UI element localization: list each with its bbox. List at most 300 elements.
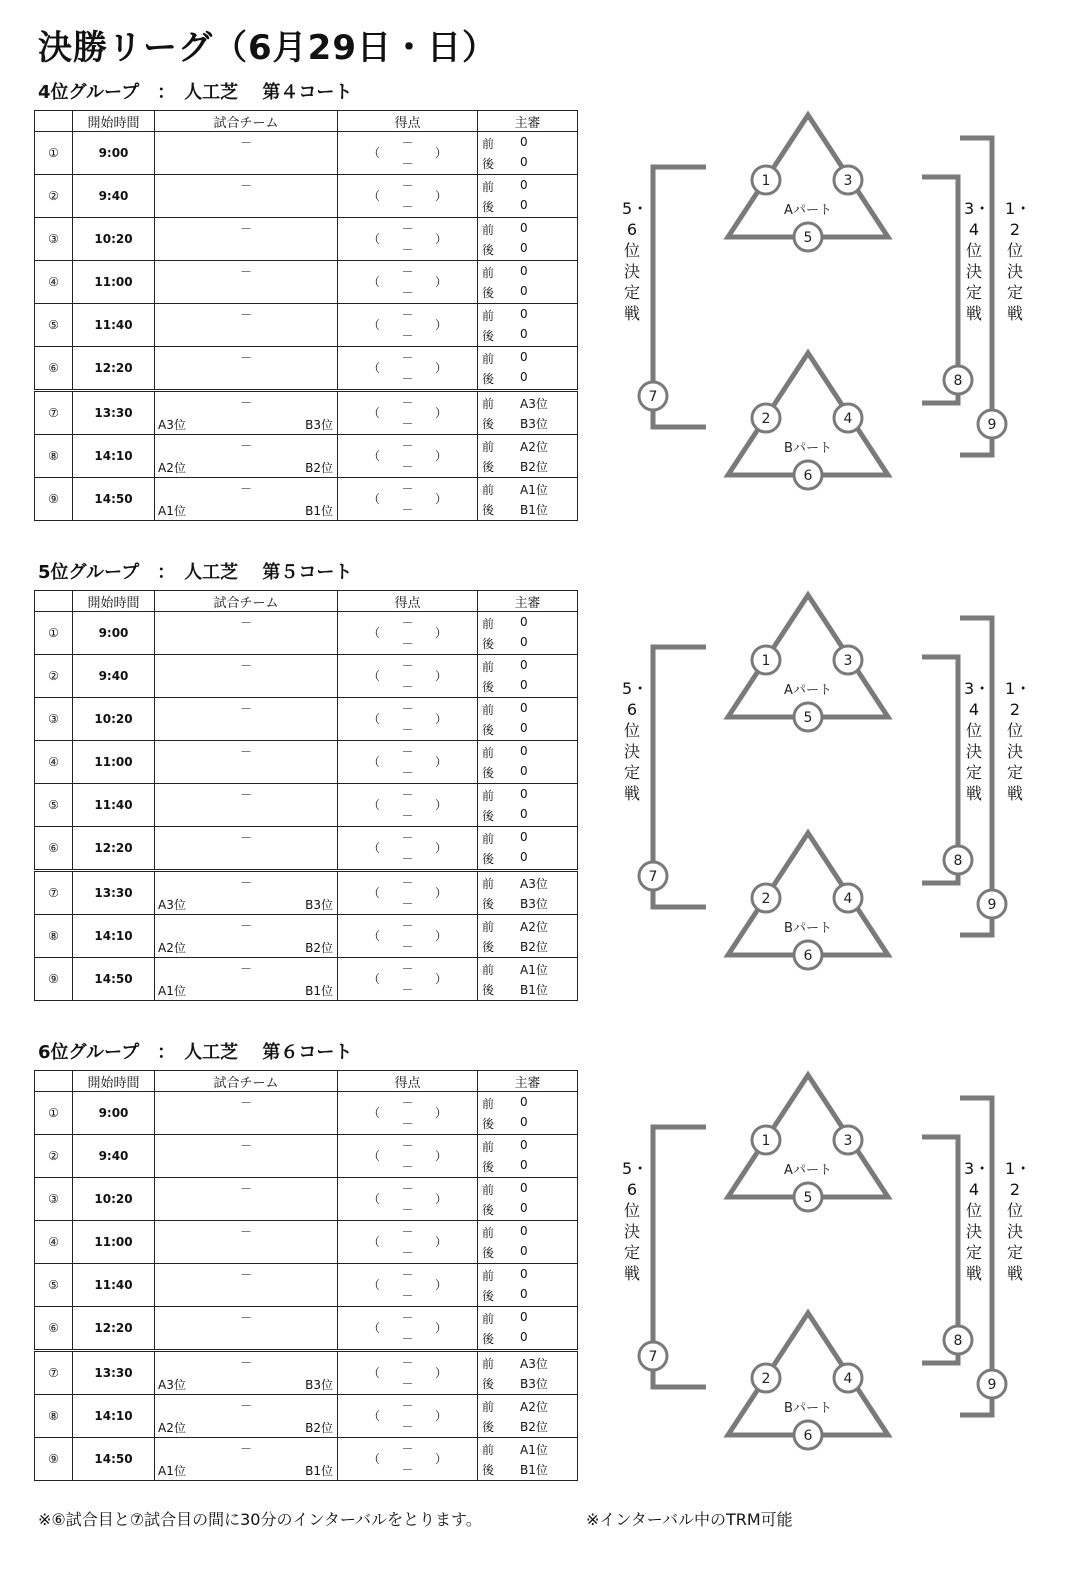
referee-second-half: 0 — [520, 370, 528, 384]
team-b: B2位 — [305, 461, 333, 475]
referee-second-half: 0 — [520, 1287, 528, 1301]
referee-cell — [478, 218, 578, 261]
team-separator: － — [239, 1399, 252, 1413]
referee-second-half-label: 後 — [482, 372, 495, 386]
score-cell — [338, 1395, 478, 1438]
match-teams — [155, 741, 338, 784]
match-number: ② — [35, 655, 73, 698]
referee-first-half: 0 — [520, 744, 528, 758]
match-teams — [155, 218, 338, 261]
team-separator: － — [239, 616, 252, 630]
match-circle-number: 4 — [843, 1371, 853, 1387]
header-score: 得点 — [338, 591, 478, 612]
score-cell — [338, 1351, 478, 1395]
team-b: B3位 — [305, 1378, 333, 1392]
team-separator: － — [239, 439, 252, 453]
score-cell — [338, 958, 478, 1001]
match-number: ① — [35, 132, 73, 175]
referee-second-half-label: 後 — [482, 1377, 495, 1391]
referee-cell — [478, 1351, 578, 1395]
referee-first-half-label: 前 — [482, 1269, 495, 1283]
start-time: 9:40 — [73, 655, 155, 698]
team-separator: － — [239, 308, 252, 322]
team-separator: － — [239, 962, 252, 976]
team-a: A1位 — [158, 984, 186, 998]
schedule-table — [34, 110, 577, 521]
halftime-paren-close: ） — [434, 146, 447, 160]
team-b: B1位 — [305, 984, 333, 998]
start-time: 11:00 — [73, 741, 155, 784]
referee-first-half-label: 前 — [482, 483, 495, 497]
start-time: 13:30 — [73, 1351, 155, 1395]
score-final: － — [401, 351, 414, 365]
halftime-paren-close: ） — [434, 1452, 447, 1466]
referee-first-half-label: 前 — [482, 137, 495, 151]
score-final: － — [401, 788, 414, 802]
team-b: B3位 — [305, 898, 333, 912]
team-separator: － — [239, 1182, 252, 1196]
team-b: B1位 — [305, 504, 333, 518]
referee-first-half: A1位 — [520, 483, 548, 497]
table-row — [35, 1135, 578, 1178]
halftime-paren-open: （ — [368, 972, 381, 986]
referee-second-half-label: 後 — [482, 243, 495, 257]
referee-second-half-label: 後 — [482, 1332, 495, 1346]
match-circle-number: 6 — [803, 1428, 813, 1444]
score-halftime: － — [401, 940, 414, 954]
table-row — [35, 478, 578, 521]
score-halftime: － — [401, 809, 414, 823]
score-final: － — [401, 962, 414, 976]
table-row — [35, 1307, 578, 1351]
halftime-paren-close: ） — [434, 798, 447, 812]
match-circle-number: 1 — [761, 173, 771, 189]
referee-second-half-label: 後 — [482, 983, 495, 997]
referee-cell — [478, 1135, 578, 1178]
halftime-paren-close: ） — [434, 1235, 447, 1249]
match-number: ⑤ — [35, 304, 73, 347]
referee-second-half-label: 後 — [482, 940, 495, 954]
score-cell — [338, 655, 478, 698]
label-3-4-playoff-text: 3・4位決定戦 — [964, 679, 991, 803]
referee-second-half-label: 後 — [482, 637, 495, 651]
part-a-label: Aパート — [784, 203, 832, 218]
score-halftime: － — [401, 1160, 414, 1174]
score-cell — [338, 304, 478, 347]
halftime-paren-close: ） — [434, 669, 447, 683]
referee-second-half-label: 後 — [482, 1463, 495, 1477]
score-cell — [338, 871, 478, 915]
referee-first-half: 0 — [520, 307, 528, 321]
match-teams — [155, 1351, 338, 1395]
team-separator: － — [239, 831, 252, 845]
referee-first-half-label: 前 — [482, 223, 495, 237]
score-cell — [338, 741, 478, 784]
referee-second-half: B2位 — [520, 940, 548, 954]
group-title: 4位グループ ： 人工芝 第４コート — [38, 82, 353, 103]
label-5-6-playoff — [622, 1158, 649, 1309]
match-number: ⑧ — [35, 435, 73, 478]
score-cell — [338, 1307, 478, 1351]
match-number: ⑨ — [35, 1438, 73, 1481]
referee-second-half-label: 後 — [482, 1289, 495, 1303]
referee-second-half-label: 後 — [482, 417, 495, 431]
referee-second-half: 0 — [520, 764, 528, 778]
referee-second-half: B1位 — [520, 503, 548, 517]
score-cell — [338, 218, 478, 261]
table-row — [35, 1351, 578, 1395]
halftime-paren-open: （ — [368, 755, 381, 769]
match-number: ④ — [35, 261, 73, 304]
referee-cell — [478, 915, 578, 958]
start-time: 14:50 — [73, 478, 155, 521]
score-cell — [338, 1092, 478, 1135]
bracket-diagram — [610, 110, 1070, 490]
table-row — [35, 175, 578, 218]
halftime-paren-open: （ — [368, 1366, 381, 1380]
score-cell — [338, 478, 478, 521]
referee-second-half-label: 後 — [482, 460, 495, 474]
match-number: ⑦ — [35, 391, 73, 435]
score-cell — [338, 915, 478, 958]
referee-cell — [478, 1395, 578, 1438]
team-separator: － — [239, 1139, 252, 1153]
label-1-2-playoff — [1005, 198, 1032, 349]
start-time: 10:20 — [73, 218, 155, 261]
score-final: － — [401, 265, 414, 279]
referee-second-half-label: 後 — [482, 1203, 495, 1217]
match-teams — [155, 347, 338, 391]
referee-second-half: 0 — [520, 807, 528, 821]
score-halftime: － — [401, 897, 414, 911]
table-row — [35, 784, 578, 827]
label-5-6-playoff — [622, 678, 649, 829]
score-final: － — [401, 1139, 414, 1153]
score-halftime: － — [401, 329, 414, 343]
match-teams — [155, 958, 338, 1001]
table-row — [35, 612, 578, 655]
table-row — [35, 304, 578, 347]
referee-cell — [478, 612, 578, 655]
match-teams — [155, 1135, 338, 1178]
table-row — [35, 655, 578, 698]
match-teams — [155, 261, 338, 304]
match-number: ⑧ — [35, 915, 73, 958]
team-separator: － — [239, 788, 252, 802]
match-circle-number: 7 — [648, 389, 658, 405]
referee-cell — [478, 655, 578, 698]
referee-second-half: B2位 — [520, 460, 548, 474]
team-a: A2位 — [158, 1421, 186, 1435]
header-teams: 試合チーム — [155, 111, 338, 132]
halftime-paren-open: （ — [368, 626, 381, 640]
halftime-paren-close: ） — [434, 275, 447, 289]
score-final: － — [401, 831, 414, 845]
score-halftime: － — [401, 983, 414, 997]
referee-second-half-label: 後 — [482, 766, 495, 780]
start-time: 12:20 — [73, 827, 155, 871]
referee-first-half-label: 前 — [482, 789, 495, 803]
team-separator: － — [239, 745, 252, 759]
match-teams — [155, 1178, 338, 1221]
halftime-paren-close: ） — [434, 755, 447, 769]
table-row — [35, 741, 578, 784]
score-cell — [338, 391, 478, 435]
match-circle-number: 3 — [843, 1133, 853, 1149]
referee-second-half: 0 — [520, 284, 528, 298]
match-number: ⑦ — [35, 1351, 73, 1395]
referee-first-half-label: 前 — [482, 397, 495, 411]
header-score: 得点 — [338, 1071, 478, 1092]
score-halftime: － — [401, 1117, 414, 1131]
halftime-paren-close: ） — [434, 886, 447, 900]
footer-note-interval: ※⑥試合目と⑦試合目の間に30分のインターバルをとります。 — [38, 1510, 482, 1529]
referee-first-half-label: 前 — [482, 309, 495, 323]
referee-second-half: 0 — [520, 327, 528, 341]
match-teams — [155, 1307, 338, 1351]
table-row — [35, 132, 578, 175]
score-cell — [338, 612, 478, 655]
match-number: ⑨ — [35, 478, 73, 521]
match-teams — [155, 175, 338, 218]
match-teams — [155, 132, 338, 175]
referee-first-half: 0 — [520, 658, 528, 672]
referee-cell — [478, 1264, 578, 1307]
part-b-label: Bパート — [784, 1401, 832, 1416]
group-title: 6位グループ ： 人工芝 第６コート — [38, 1042, 353, 1063]
halftime-paren-close: ） — [434, 929, 447, 943]
referee-first-half-label: 前 — [482, 660, 495, 674]
bracket-diagram — [610, 1070, 1070, 1450]
team-a: A2位 — [158, 941, 186, 955]
referee-second-half: 0 — [520, 678, 528, 692]
part-b-label: Bパート — [784, 441, 832, 456]
team-a: A3位 — [158, 1378, 186, 1392]
header-num — [35, 111, 73, 132]
halftime-paren-open: （ — [368, 1409, 381, 1423]
team-a: A3位 — [158, 418, 186, 432]
footer-note-trm: ※インターバル中のTRM可能 — [586, 1510, 793, 1529]
header-time: 開始時間 — [73, 591, 155, 612]
header-score: 得点 — [338, 111, 478, 132]
match-teams — [155, 1221, 338, 1264]
part-b-label: Bパート — [784, 921, 832, 936]
referee-first-half: A3位 — [520, 397, 548, 411]
score-final: － — [401, 702, 414, 716]
team-separator: － — [239, 222, 252, 236]
team-b: B3位 — [305, 418, 333, 432]
score-cell — [338, 347, 478, 391]
halftime-paren-open: （ — [368, 1278, 381, 1292]
start-time: 11:40 — [73, 304, 155, 347]
halftime-paren-close: ） — [434, 1321, 447, 1335]
match-teams — [155, 478, 338, 521]
header-time: 開始時間 — [73, 111, 155, 132]
referee-first-half-label: 前 — [482, 266, 495, 280]
referee-first-half: A1位 — [520, 1443, 548, 1457]
match-circle-number: 3 — [843, 653, 853, 669]
halftime-paren-open: （ — [368, 449, 381, 463]
halftime-paren-open: （ — [368, 406, 381, 420]
score-final: － — [401, 308, 414, 322]
start-time: 10:20 — [73, 1178, 155, 1221]
referee-cell — [478, 827, 578, 871]
label-1-2-playoff-text: 1・2位決定戦 — [1005, 199, 1032, 323]
halftime-paren-open: （ — [368, 275, 381, 289]
halftime-paren-open: （ — [368, 318, 381, 332]
label-3-4-playoff-text: 3・4位決定戦 — [964, 1159, 991, 1283]
halftime-paren-open: （ — [368, 669, 381, 683]
header-teams: 試合チーム — [155, 1071, 338, 1092]
score-halftime: － — [401, 1377, 414, 1391]
referee-first-half: 0 — [520, 615, 528, 629]
halftime-paren-open: （ — [368, 1192, 381, 1206]
start-time: 14:50 — [73, 1438, 155, 1481]
halftime-paren-open: （ — [368, 1106, 381, 1120]
halftime-paren-open: （ — [368, 1149, 381, 1163]
match-number: ① — [35, 1092, 73, 1135]
referee-second-half: 0 — [520, 241, 528, 255]
halftime-paren-close: ） — [434, 712, 447, 726]
referee-first-half: A3位 — [520, 877, 548, 891]
score-cell — [338, 132, 478, 175]
match-circle-number: 5 — [803, 1190, 813, 1206]
referee-first-half-label: 前 — [482, 746, 495, 760]
referee-first-half-label: 前 — [482, 352, 495, 366]
score-final: － — [401, 1399, 414, 1413]
referee-cell — [478, 871, 578, 915]
match-teams — [155, 915, 338, 958]
referee-cell — [478, 1307, 578, 1351]
score-halftime: － — [401, 157, 414, 171]
referee-cell — [478, 1438, 578, 1481]
score-cell — [338, 1438, 478, 1481]
score-halftime: － — [401, 852, 414, 866]
match-circle-number: 7 — [648, 869, 658, 885]
team-a: A2位 — [158, 461, 186, 475]
referee-second-half-label: 後 — [482, 897, 495, 911]
referee-second-half: 0 — [520, 1244, 528, 1258]
team-separator: － — [239, 482, 252, 496]
score-halftime: － — [401, 286, 414, 300]
score-halftime: － — [401, 200, 414, 214]
referee-first-half-label: 前 — [482, 1400, 495, 1414]
start-time: 14:10 — [73, 435, 155, 478]
referee-cell — [478, 1178, 578, 1221]
referee-first-half: 0 — [520, 1138, 528, 1152]
start-time: 10:20 — [73, 698, 155, 741]
referee-cell — [478, 435, 578, 478]
team-separator: － — [239, 396, 252, 410]
team-separator: － — [239, 1356, 252, 1370]
start-time: 12:20 — [73, 347, 155, 391]
match-number: ⑥ — [35, 1307, 73, 1351]
match-number: ③ — [35, 1178, 73, 1221]
header-teams: 試合チーム — [155, 591, 338, 612]
halftime-paren-close: ） — [434, 972, 447, 986]
score-cell — [338, 1221, 478, 1264]
start-time: 14:10 — [73, 1395, 155, 1438]
score-cell — [338, 175, 478, 218]
score-cell — [338, 827, 478, 871]
referee-second-half: 0 — [520, 850, 528, 864]
halftime-paren-close: ） — [434, 189, 447, 203]
referee-first-half-label: 前 — [482, 920, 495, 934]
match-number: ⑥ — [35, 827, 73, 871]
referee-cell — [478, 1092, 578, 1135]
match-circle-number: 8 — [953, 1333, 963, 1349]
halftime-paren-close: ） — [434, 1149, 447, 1163]
score-halftime: － — [401, 637, 414, 651]
score-final: － — [401, 179, 414, 193]
team-separator: － — [239, 136, 252, 150]
label-5-6-playoff-text: 5・6位決定戦 — [622, 1159, 649, 1283]
table-row — [35, 1395, 578, 1438]
referee-first-half: 0 — [520, 1310, 528, 1324]
referee-first-half-label: 前 — [482, 963, 495, 977]
referee-cell — [478, 391, 578, 435]
referee-second-half-label: 後 — [482, 1246, 495, 1260]
match-circle-number: 7 — [648, 1349, 658, 1365]
referee-second-half-label: 後 — [482, 503, 495, 517]
match-circle-number: 1 — [761, 1133, 771, 1149]
score-final: － — [401, 1096, 414, 1110]
part-a-label: Aパート — [784, 1163, 832, 1178]
halftime-paren-close: ） — [434, 449, 447, 463]
match-teams — [155, 612, 338, 655]
schedule-table — [34, 1070, 577, 1481]
score-final: － — [401, 1182, 414, 1196]
score-halftime: － — [401, 417, 414, 431]
team-separator: － — [239, 1311, 252, 1325]
referee-second-half: B2位 — [520, 1420, 548, 1434]
referee-cell — [478, 478, 578, 521]
schedule-table — [34, 590, 577, 1001]
score-cell — [338, 1264, 478, 1307]
team-separator: － — [239, 1268, 252, 1282]
score-cell — [338, 435, 478, 478]
score-halftime: － — [401, 243, 414, 257]
start-time: 14:10 — [73, 915, 155, 958]
match-circle-number: 8 — [953, 853, 963, 869]
table-row — [35, 871, 578, 915]
match-circle-number: 8 — [953, 373, 963, 389]
match-teams — [155, 435, 338, 478]
table-row — [35, 1178, 578, 1221]
match-circle-number: 9 — [987, 417, 997, 433]
match-teams — [155, 391, 338, 435]
start-time: 9:40 — [73, 1135, 155, 1178]
score-halftime: － — [401, 503, 414, 517]
table-row — [35, 218, 578, 261]
table-row — [35, 1221, 578, 1264]
referee-first-half-label: 前 — [482, 832, 495, 846]
referee-second-half: B3位 — [520, 897, 548, 911]
match-number: ⑦ — [35, 871, 73, 915]
halftime-paren-open: （ — [368, 886, 381, 900]
score-halftime: － — [401, 766, 414, 780]
start-time: 9:00 — [73, 132, 155, 175]
label-3-4-playoff — [964, 198, 991, 349]
score-halftime: － — [401, 1420, 414, 1434]
table-row — [35, 1092, 578, 1135]
score-cell — [338, 698, 478, 741]
match-teams — [155, 655, 338, 698]
referee-second-half: B1位 — [520, 983, 548, 997]
score-halftime: － — [401, 723, 414, 737]
halftime-paren-open: （ — [368, 929, 381, 943]
label-3-4-playoff-text: 3・4位決定戦 — [964, 199, 991, 323]
